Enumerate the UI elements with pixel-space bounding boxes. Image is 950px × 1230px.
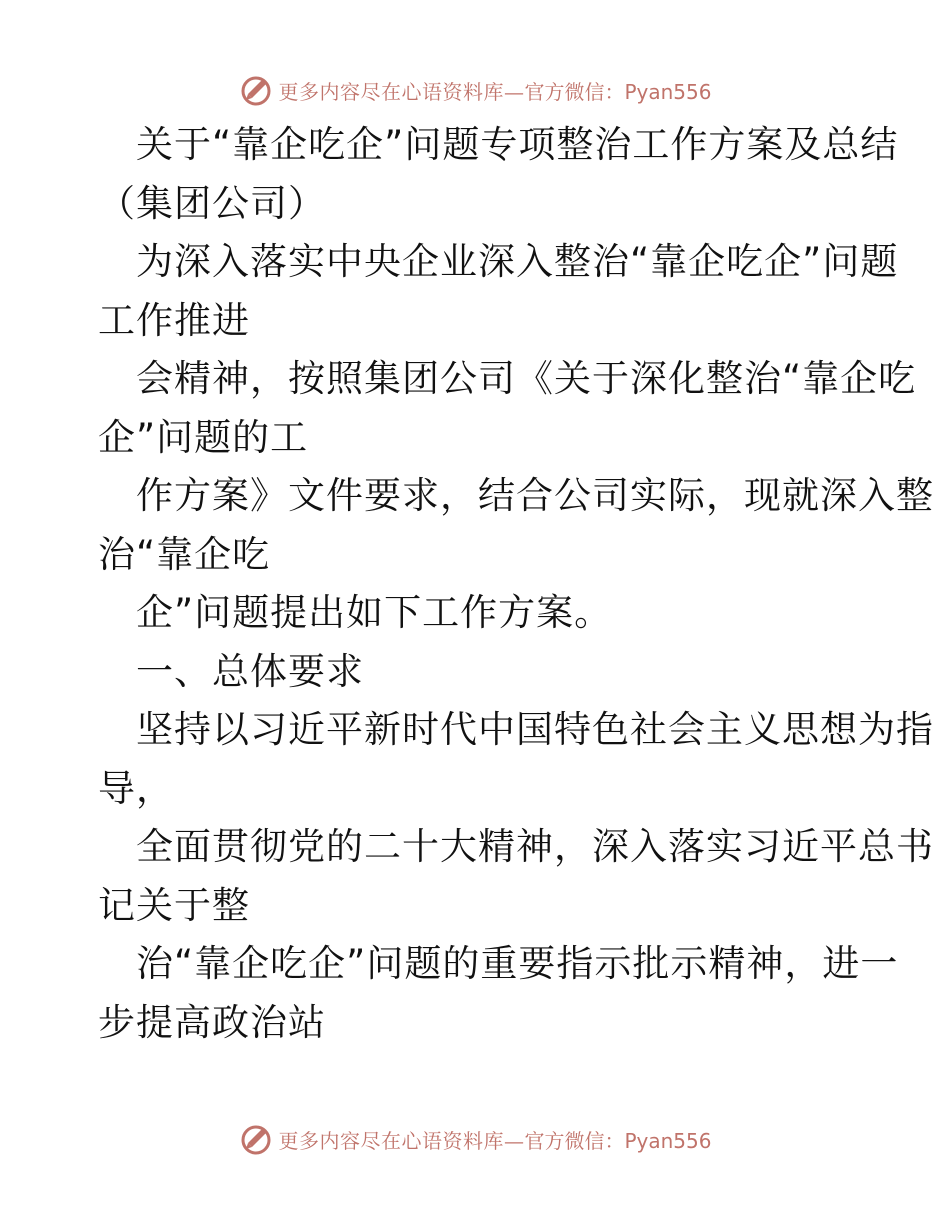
paragraph-line: 会精神，按照集团公司《关于深化整治“靠企吃 (136, 357, 917, 400)
footer-watermark (0, 1117, 950, 1161)
watermark-contact: 官方微信：Pyan556 (524, 79, 712, 104)
watermark-text: 更多内容尽在心语资料库— (278, 1128, 525, 1153)
paragraph-line: 关于“靠企吃企”问题专项整治工作方案及总结 (136, 123, 899, 166)
paragraph-line: 步提高政治站 (98, 1000, 326, 1044)
paragraph-line: （集团公司） (98, 181, 326, 225)
paragraph-line: 导， (98, 766, 174, 810)
paragraph-line: 治“靠企吃企”问题的重要指示批示精神，进一 (136, 942, 899, 985)
watermark-contact: 官方微信：Pyan556 (524, 1128, 712, 1153)
pen-circle-logo-icon (238, 1121, 274, 1157)
paragraph-line: 工作推进 (98, 298, 250, 342)
paragraph-line: 治“靠企吃 (98, 532, 271, 576)
watermark-text: 更多内容尽在心语资料库— (278, 79, 525, 104)
paragraph-line: 一、总体要求 (136, 649, 364, 693)
paragraph-line: 全面贯彻党的二十大精神，深入落实习近平总书 (136, 825, 934, 868)
document-body (98, 116, 934, 1052)
paragraph-line: 坚持以习近平新时代中国特色社会主义思想为指 (136, 708, 934, 751)
paragraph-line: 记关于整 (98, 883, 250, 927)
header-watermark (0, 68, 950, 112)
pen-circle-logo-icon (238, 72, 274, 108)
paragraph-line: 作方案》文件要求，结合公司实际，现就深入整 (136, 474, 934, 517)
paragraph-line: 为深入落实中央企业深入整治“靠企吃企”问题 (136, 240, 899, 283)
paragraph-line: 企”问题的工 (98, 415, 309, 459)
paragraph-line: 企”问题提出如下工作方案。 (136, 591, 613, 634)
